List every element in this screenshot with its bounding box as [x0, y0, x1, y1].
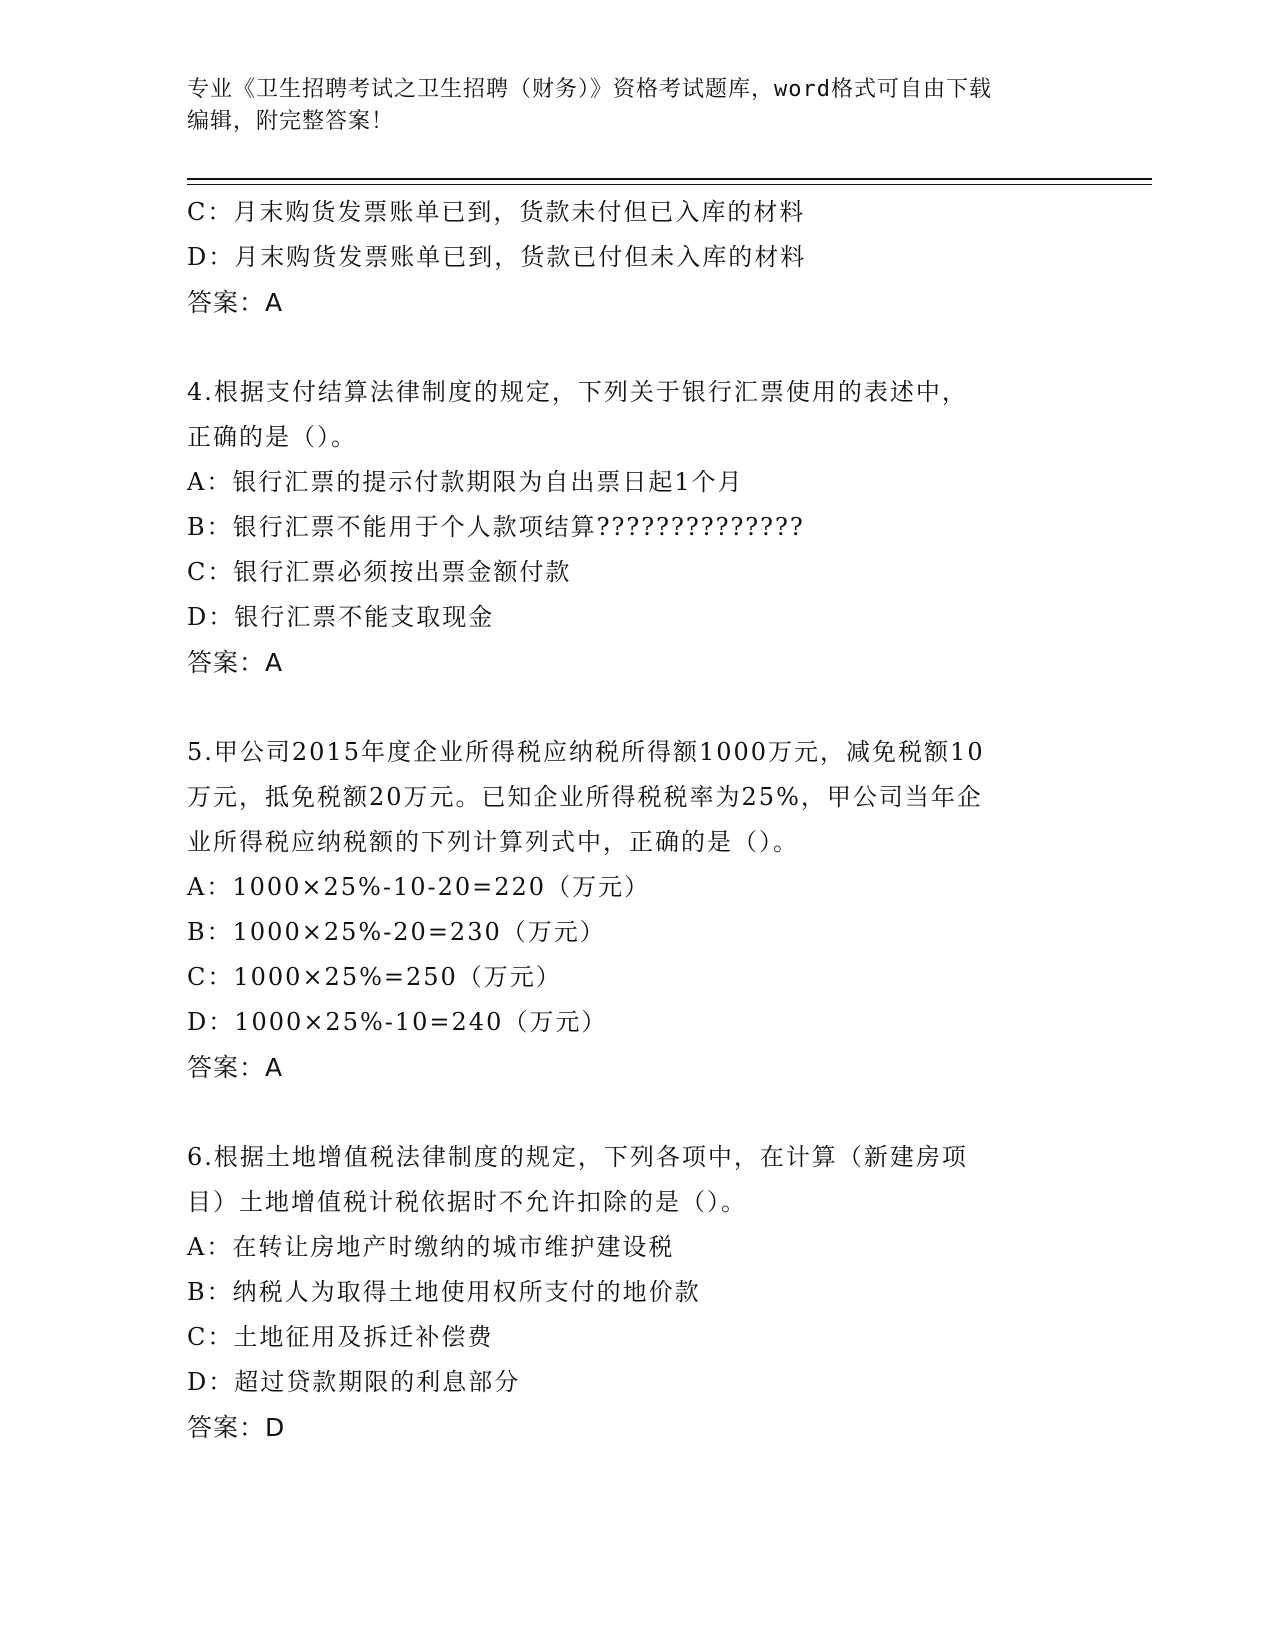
question-5: [187, 730, 1067, 1090]
option-d: D：银行汇票不能支取现金: [187, 603, 495, 631]
header-line-2: 编辑，附完整答案！: [187, 109, 395, 134]
option-d: D：1000×25%-10=240（万元）: [187, 1008, 608, 1036]
option-c: C：月末购货发票账单已到，货款未付但已入库的材料: [187, 198, 806, 226]
question-stem-line: 业所得税应纳税额的下列计算列式中，正确的是（）。: [187, 828, 799, 856]
option-a: A：银行汇票的提示付款期限为自出票日起1个月: [187, 468, 744, 496]
question-4: [187, 370, 1067, 685]
option-c: C：土地征用及拆迁补偿费: [187, 1323, 494, 1351]
question-3-fragment: [187, 190, 1067, 325]
answer-line: 答案：D: [187, 1413, 286, 1442]
answer-line: 答案：A: [187, 1053, 284, 1082]
question-stem-line: 6.根据土地增值税法律制度的规定，下列各项中，在计算（新建房项: [187, 1143, 968, 1171]
answer-line: 答案：A: [187, 648, 284, 677]
option-c: C：银行汇票必须按出票金额付款: [187, 558, 572, 586]
question-stem-line: 万元，抵免税额20万元。已知企业所得税税率为25%，甲公司当年企: [187, 783, 983, 811]
option-a: A：1000×25%-10-20=220（万元）: [187, 873, 651, 901]
question-6: [187, 1135, 1067, 1450]
header-divider-thin: [187, 184, 1152, 185]
option-b: B：纳税人为取得土地使用权所支付的地价款: [187, 1278, 701, 1306]
answer-line: 答案：A: [187, 288, 284, 317]
option-d: D：月末购货发票账单已到，货款已付但未入库的材料: [187, 243, 807, 271]
question-stem-line: 正确的是（）。: [187, 423, 357, 451]
header-divider-thick: [187, 178, 1152, 180]
question-stem-line: 目）土地增值税计税依据时不允许扣除的是（）。: [187, 1188, 747, 1216]
option-c: C：1000×25%=250（万元）: [187, 963, 562, 991]
option-b: B：1000×25%-20=230（万元）: [187, 918, 606, 946]
option-a: A：在转让房地产时缴纳的城市维护建设税: [187, 1233, 675, 1261]
question-stem-line: 4.根据支付结算法律制度的规定，下列关于银行汇票使用的表述中，: [187, 378, 968, 406]
question-stem-line: 5.甲公司2015年度企业所得税应纳税所得额1000万元，减免税额10: [187, 738, 985, 766]
document-header: [187, 74, 1087, 138]
header-line-1: 专业《卫生招聘考试之卫生招聘（财务）》资格考试题库，word格式可自由下载: [187, 77, 992, 102]
question-list: [187, 190, 1067, 1450]
option-d: D：超过贷款期限的利息部分: [187, 1368, 521, 1396]
option-b: B：银行汇票不能用于个人款项结算??????????????: [187, 513, 805, 541]
